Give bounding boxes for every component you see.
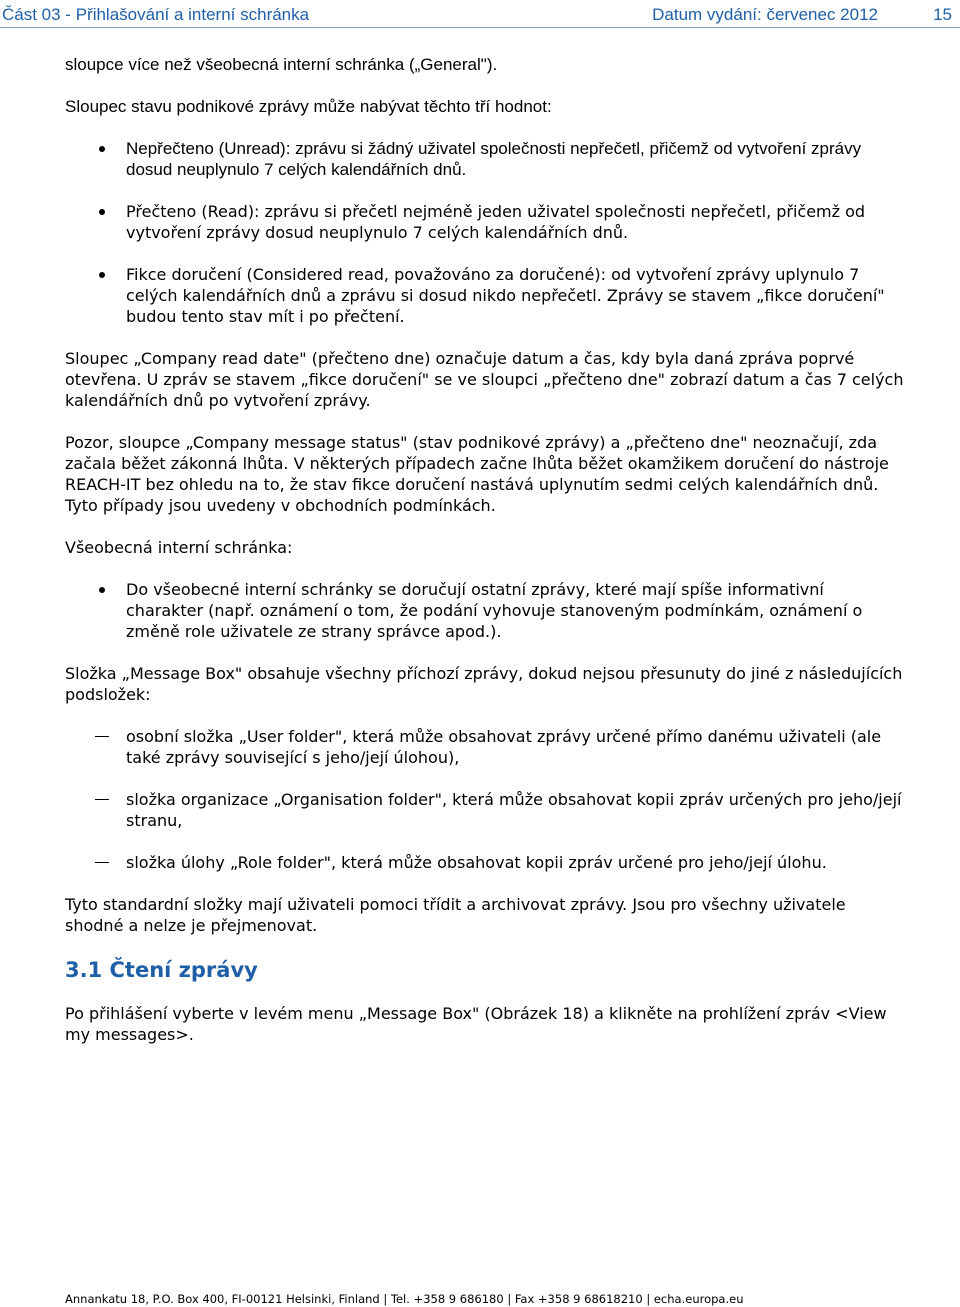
list-item-text: Přečteno (Read): zprávu si přečetl nejméně jeden uživatel společnosti nepřečetl, přičemž od vytvoření zprávy dosud neuplynulo 7 celých kalendářních dnů.	[126, 202, 866, 242]
list-item-text: složka organizace „Organisation folder", která může obsahovat kopii zpráv určených pro jeho/její stranu,	[126, 790, 902, 830]
bullet-icon	[99, 272, 105, 278]
page-body	[65, 54, 905, 1066]
bullet-icon	[99, 587, 105, 593]
login-instructions-paragraph: Po přihlášení vyberte v levém menu „Message Box" (Obrázek 18) a klikněte na prohlížení zpráv <View my messages>.	[65, 1004, 887, 1044]
list-item-text: Nepřečteno (Unread): zprávu si žádný uživatel společnosti nepřečetl, přičemž od vytvoření zprávy dosud neuplynulo 7 celých kalendářních dnů.	[126, 139, 862, 179]
general-inbox-label: Všeobecná interní schránka:	[65, 538, 293, 557]
continuation-paragraph: sloupce více než všeobecná interní schránka („General").	[65, 55, 498, 74]
general-inbox-list	[65, 579, 905, 642]
standard-folders-paragraph: Tyto standardní složky mají uživateli pomoci třídit a archivovat zprávy. Jsou pro všechny uživatele shodné a nelze je přejmenovat.	[65, 895, 846, 935]
list-item	[65, 138, 905, 180]
list-item	[65, 579, 905, 642]
list-item	[65, 264, 905, 327]
warning-paragraph: Pozor, sloupce „Company message status" (stav podnikové zprávy) a „přečteno dne" neoznačují, zda začala běžet zákonná lhůta. V některých případech začne lhůta běžet okamžikem doručení do nástroje REACH-IT bez ohledu na to, že stav fikce doručení nastává uplynutím sedmi celých kalendářních dnů. Tyto případy jsou uvedeny v obchodních podmínkách.	[65, 433, 889, 515]
header-release-date: Datum vydání: červenec 2012	[652, 5, 878, 24]
status-list	[65, 138, 905, 327]
list-item-text: Fikce doručení (Considered read, považováno za doručené): od vytvoření zprávy uplynulo 7 celých kalendářních dnů a zprávu si dosud nikdo nepřečetl. Zprávy se stavem „fikce doručení" budou tento stav mít i po přečtení.	[126, 265, 885, 326]
header-divider	[0, 27, 960, 28]
message-box-paragraph: Složka „Message Box" obsahuje všechny příchozí zprávy, dokud nejsou přesunuty do jiné z následujících podsložek:	[65, 664, 903, 704]
folder-list	[65, 726, 905, 873]
bullet-icon	[99, 209, 105, 215]
list-item-text: osobní složka „User folder", která může obsahovat zprávy určené přímo danému uživateli (ale také zprávy související s jeho/její úlohou),	[126, 727, 882, 767]
section-heading: 3.1 Čtení zprávy	[65, 958, 258, 982]
dash-icon	[95, 862, 109, 863]
dash-icon	[95, 736, 109, 737]
page-number: 15	[933, 5, 952, 24]
list-item	[65, 726, 905, 768]
bullet-icon	[99, 146, 105, 152]
header-section-title: Část 03 - Přihlašování a interní schránka	[2, 5, 310, 24]
page-footer: Annankatu 18, P.O. Box 400, FI-00121 Helsinki, Finland | Tel. +358 9 686180 | Fax +358 9 68618210 | echa.europa.eu	[65, 1292, 744, 1306]
list-item	[65, 789, 905, 831]
read-date-paragraph: Sloupec „Company read date" (přečteno dne) označuje datum a čas, kdy byla daná zpráva poprvé otevřena. U zpráv se stavem „fikce doručení" se ve sloupci „přečteno dne" zobrazí datum a čas 7 celých kalendářních dnů po vytvoření zprávy.	[65, 349, 904, 410]
list-item	[65, 201, 905, 243]
list-item	[65, 852, 905, 873]
page-header	[0, 0, 960, 28]
dash-icon	[95, 799, 109, 800]
status-intro-paragraph: Sloupec stavu podnikové zprávy může nabývat těchto tří hodnot:	[65, 97, 552, 116]
list-item-text: Do všeobecné interní schránky se doručují ostatní zprávy, které mají spíše informativní charakter (např. oznámení o tom, že podání vyhovuje stanoveným podmínkám, oznámení o změně role uživatele ze strany správce apod.).	[126, 580, 863, 641]
list-item-text: složka úlohy „Role folder", která může obsahovat kopii zpráv určené pro jeho/její úlohu.	[126, 853, 827, 872]
